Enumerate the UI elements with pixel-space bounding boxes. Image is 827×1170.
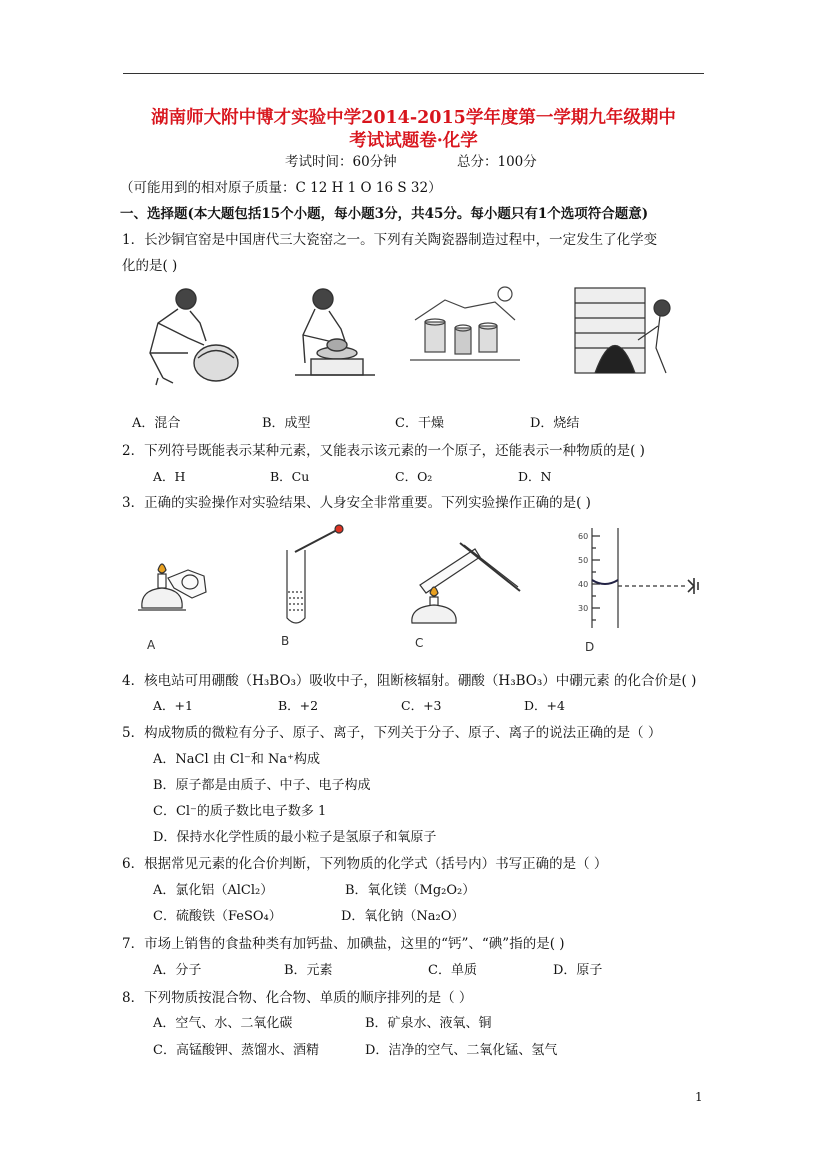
section-heading: 一、选择题(本大题包括15个小题，每小题3分，共45分。每小题只有1个选项符合题意)	[120, 206, 649, 222]
q7-option-c: C．单质	[428, 963, 477, 978]
q5-option-a: A．NaCl 由 Cl⁻和 Na⁺构成	[153, 752, 320, 767]
q3-stem: 3．正确的实验操作对实验结果、人身安全非常重要。下列实验操作正确的是( )	[122, 495, 591, 511]
q7-option-b: B．元素	[284, 963, 333, 978]
q8-option-a: A．空气、水、二氧化碳	[153, 1016, 293, 1031]
q6-option-d: D．氧化钠（Na₂O）	[341, 909, 465, 924]
q3-label-a: A	[147, 638, 156, 652]
q2-option-d: D．N	[518, 469, 552, 484]
q1-stem-line2: 化的是( )	[122, 258, 178, 274]
q2-option-c: C．O₂	[395, 469, 433, 484]
q3-label-b: B	[281, 634, 290, 648]
q1-figure-firing	[570, 278, 685, 383]
q1-figure-shaping	[275, 283, 385, 388]
q3-figure-b-test-tube	[275, 522, 350, 632]
q3-cylinder-tick-30: 30	[578, 604, 589, 613]
q8-stem: 8．下列物质按混合物、化合物、单质的顺序排列的是（ ）	[122, 990, 473, 1006]
q3-figure-c-heating-tube	[400, 535, 525, 630]
q6-option-a: A．氯化铝（AlCl₂）	[153, 883, 274, 898]
q4-option-b: B．+2	[278, 698, 319, 713]
q1-option-a: A．混合	[132, 416, 181, 431]
q7-option-a: A．分子	[153, 963, 202, 978]
q6-option-b: B．氧化镁（Mg₂O₂）	[345, 883, 476, 898]
q3-cylinder-tick-40: 40	[578, 580, 589, 589]
q5-option-c: C．Cl⁻的质子数比电子数多 1	[153, 804, 327, 819]
q1-figure-drying	[405, 280, 525, 370]
q1-option-b: B．成型	[262, 416, 311, 431]
q4-option-a: A．+1	[153, 698, 193, 713]
q4-option-d: D．+4	[524, 698, 565, 713]
q8-option-b: B．矿泉水、液氧、铜	[365, 1016, 492, 1031]
q2-stem: 2．下列符号既能表示某种元素，又能表示该元素的一个原子，还能表示一种物质的是( )	[122, 443, 645, 459]
q8-option-c: C．高锰酸钾、蒸馏水、酒精	[153, 1043, 319, 1058]
header-rule	[123, 73, 704, 74]
q1-stem-line1: 1．长沙铜官窑是中国唐代三大瓷窑之一。下列有关陶瓷器制造过程中，一定发生了化学变	[122, 232, 658, 248]
exam-time: 考试时间：60分钟	[285, 154, 397, 170]
q8-option-d: D．洁净的空气、二氧化锰、氢气	[365, 1043, 558, 1058]
atomic-mass-note: （可能用到的相对原子质量：C 12 H 1 O 16 S 32）	[120, 180, 442, 196]
exam-title-line2: 考试试题卷·化学	[349, 131, 478, 151]
total-score: 总分：100分	[457, 154, 537, 170]
q1-option-d: D．烧结	[530, 416, 580, 431]
q3-cylinder-tick-50: 50	[578, 556, 589, 565]
q6-option-c: C．硫酸铁（FeSO₄）	[153, 909, 282, 924]
q2-option-b: B．Cu	[270, 469, 310, 484]
q3-label-d: D	[585, 640, 595, 654]
q3-figure-d-graduated-cylinder	[580, 528, 705, 628]
q5-stem: 5．构成物质的微粒有分子、原子、离子，下列关于分子、原子、离子的说法正确的是（ ）	[122, 725, 662, 741]
q3-cylinder-tick-60: 60	[578, 532, 589, 541]
q6-stem: 6．根据常见元素的化合价判断，下列物质的化学式（括号内）书写正确的是（ ）	[122, 856, 608, 872]
q4-stem: 4．核电站可用硼酸（H₃BO₃）吸收中子，阻断核辐射。硼酸（H₃BO₃）中硼元素 的化合价是( )	[122, 673, 697, 689]
q5-option-b: B．原子都是由质子、中子、电子构成	[153, 778, 371, 793]
exam-title-line1: 湖南师大附中博才实验中学2014-2015学年度第一学期九年级期中	[151, 108, 676, 128]
q7-stem: 7．市场上销售的食盐种类有加钙盐、加碘盐，这里的“钙”、“碘”指的是( )	[122, 936, 565, 952]
q4-option-c: C．+3	[401, 698, 442, 713]
q3-label-c: C	[415, 636, 424, 650]
q7-option-d: D．原子	[553, 963, 603, 978]
page-number: 1	[695, 1090, 703, 1104]
q1-figure-mixing	[128, 283, 238, 388]
q2-option-a: A．H	[153, 469, 186, 484]
q3-figure-a-alcohol-lamp	[130, 548, 215, 628]
q1-option-c: C．干燥	[395, 416, 444, 431]
q5-option-d: D．保持水化学性质的最小粒子是氢原子和氧原子	[153, 830, 437, 845]
